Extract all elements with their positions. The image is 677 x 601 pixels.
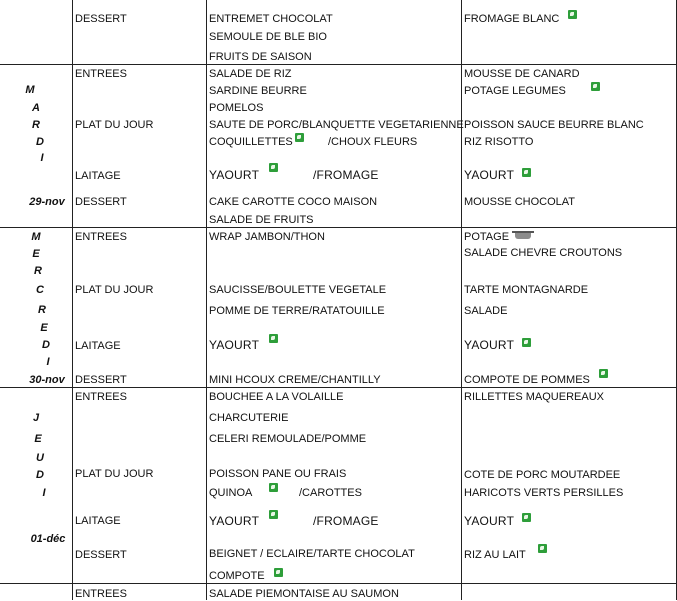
organic-label-icon — [599, 369, 608, 378]
category-entrees: ENTREES — [75, 391, 127, 403]
menu-item: FROMAGE BLANC — [464, 13, 560, 25]
menu-item: RIZ AU LAIT — [464, 549, 526, 561]
row-divider — [0, 583, 677, 584]
menu-item: POISSON SAUCE BEURRE BLANC — [464, 119, 644, 131]
menu-item: MINI HCOUX CREME/CHANTILLY — [209, 374, 381, 386]
category-laitage: LAITAGE — [75, 170, 121, 182]
row-divider — [0, 64, 677, 65]
menu-item: SAUTE DE PORC/BLANQUETTE VEGETARIENNE — [209, 119, 464, 131]
menu-item: YAOURT — [464, 338, 515, 352]
category-dessert: DESSERT — [75, 549, 127, 561]
category-plat: PLAT DU JOUR — [75, 468, 154, 480]
day-letter: M — [25, 84, 35, 96]
menu-item: FRUITS DE SAISON — [209, 51, 312, 63]
day-letter: M — [31, 231, 41, 243]
day-letter: U — [36, 452, 44, 464]
day-date: 30-nov — [29, 374, 65, 386]
day-letter: R — [38, 304, 46, 316]
category-laitage: LAITAGE — [75, 515, 121, 527]
organic-label-icon — [269, 510, 278, 519]
menu-item: SALADE — [464, 305, 508, 317]
menu-item: /CHOUX FLEURS — [328, 136, 418, 148]
row-divider — [0, 387, 677, 388]
menu-item: HARICOTS VERTS PERSILLES — [464, 487, 624, 499]
menu-item: YAOURT — [209, 168, 260, 182]
menu-item: YAOURT — [209, 514, 260, 528]
day-letter: R — [34, 265, 42, 277]
menu-item: RILLETTES MAQUEREAUX — [464, 391, 604, 403]
category-dessert: DESSERT — [75, 196, 127, 208]
day-letter: I — [42, 487, 46, 499]
menu-item: ENTREMET CHOCOLAT — [209, 13, 333, 25]
day-letter: J — [32, 412, 40, 424]
day-letter: C — [36, 284, 44, 296]
day-letter: D — [42, 339, 50, 351]
column-divider — [206, 0, 207, 600]
organic-label-icon — [522, 338, 531, 347]
menu-item: SALADE DE FRUITS — [209, 214, 314, 226]
menu-item: SALADE PIEMONTAISE AU SAUMON — [209, 588, 399, 600]
category-dessert: DESSERT — [75, 13, 127, 25]
menu-item: SEMOULE DE BLE BIO — [209, 31, 327, 43]
menu-item: /FROMAGE — [313, 168, 379, 182]
day-date: 01-déc — [30, 533, 66, 545]
day-letter: R — [32, 119, 40, 131]
menu-item: CHARCUTERIE — [209, 412, 289, 424]
day-letter: D — [36, 469, 44, 481]
category-entrees: ENTREES — [75, 68, 127, 80]
menu-item: CELERI REMOULADE/POMME — [209, 433, 367, 445]
organic-label-icon — [522, 168, 531, 177]
category-entrees: ENTREES — [75, 231, 127, 243]
organic-label-icon — [269, 334, 278, 343]
organic-label-icon — [295, 133, 304, 142]
menu-item: TARTE MONTAGNARDE — [464, 284, 589, 296]
menu-item: COQUILLETTES — [209, 136, 293, 148]
day-date: 29-nov — [29, 196, 65, 208]
menu-item: /FROMAGE — [313, 514, 379, 528]
category-plat: PLAT DU JOUR — [75, 284, 154, 296]
menu-item: CAKE CAROTTE COCO MAISON — [209, 196, 378, 208]
menu-item: COMPOTE DE POMMES — [464, 374, 590, 386]
menu-item: YAOURT — [464, 514, 515, 528]
category-entrees: ENTREES — [75, 588, 127, 600]
soup-pot-icon — [512, 230, 534, 239]
menu-item: POTAGE LEGUMES — [464, 85, 566, 97]
category-dessert: DESSERT — [75, 374, 127, 386]
menu-item: BOUCHEE A LA VOLAILLE — [209, 391, 344, 403]
menu-item: WRAP JAMBON/THON — [209, 231, 325, 243]
menu-item: SAUCISSE/BOULETTE VEGETALE — [209, 284, 387, 296]
menu-item: QUINOA — [209, 487, 253, 499]
organic-label-icon — [269, 163, 278, 172]
day-letter: I — [40, 152, 44, 164]
menu-item: POMME DE TERRE/RATATOUILLE — [209, 305, 385, 317]
organic-label-icon — [538, 544, 547, 553]
menu-item: POISSON PANE OU FRAIS — [209, 468, 347, 480]
day-letter: E — [40, 322, 48, 334]
day-letter: I — [46, 356, 50, 368]
menu-item: COMPOTE — [209, 570, 265, 582]
menu-item: MOUSSE DE CANARD — [464, 68, 580, 80]
menu-item: POMELOS — [209, 102, 264, 114]
column-divider — [72, 0, 73, 600]
organic-label-icon — [269, 483, 278, 492]
menu-item: YAOURT — [464, 168, 515, 182]
day-letter: D — [36, 136, 44, 148]
menu-item: POTAGE — [464, 231, 510, 243]
day-letter: E — [32, 248, 40, 260]
menu-item: YAOURT — [209, 338, 260, 352]
menu-item: SALADE CHEVRE CROUTONS — [464, 247, 623, 259]
menu-item: MOUSSE CHOCOLAT — [464, 196, 576, 208]
menu-item: /CAROTTES — [299, 487, 362, 499]
organic-label-icon — [568, 10, 577, 19]
category-plat: PLAT DU JOUR — [75, 119, 154, 131]
menu-item: SALADE DE RIZ — [209, 68, 292, 80]
organic-label-icon — [591, 82, 600, 91]
menu-item: SARDINE BEURRE — [209, 85, 307, 97]
category-laitage: LAITAGE — [75, 340, 121, 352]
column-divider — [461, 0, 462, 600]
day-letter: E — [34, 433, 42, 445]
organic-label-icon — [522, 513, 531, 522]
menu-item: RIZ RISOTTO — [464, 136, 534, 148]
day-letter: A — [32, 102, 40, 114]
menu-item: BEIGNET / ECLAIRE/TARTE CHOCOLAT — [209, 548, 415, 560]
organic-label-icon — [274, 568, 283, 577]
row-divider — [0, 227, 677, 228]
menu-item: COTE DE PORC MOUTARDEE — [464, 469, 621, 481]
